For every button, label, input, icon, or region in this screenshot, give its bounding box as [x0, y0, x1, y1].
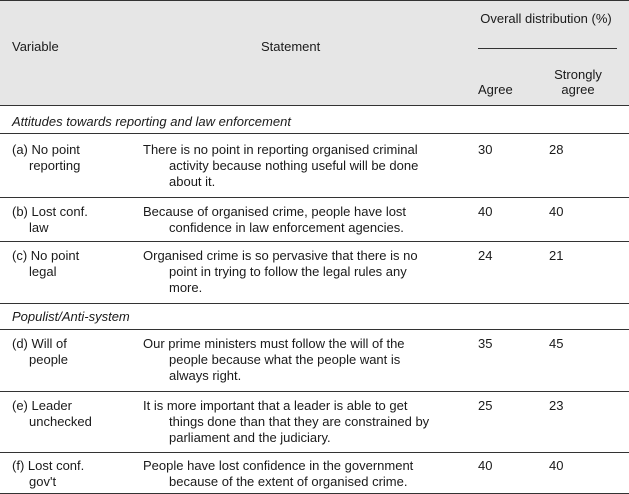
variable-label-cont: gov't: [29, 474, 57, 489]
agree-value: 35: [478, 336, 493, 351]
statement-text: because of the extent of organised crime.: [169, 474, 408, 489]
variable-label-cont: unchecked: [29, 414, 92, 429]
table-row: [0, 242, 629, 304]
statement-text: point in trying to follow the legal rules any: [169, 264, 407, 279]
statement-text: Our prime ministers must follow the will of the: [143, 336, 405, 351]
statement-text: more.: [169, 280, 203, 295]
strongly-agree-value: 45: [549, 336, 564, 351]
section-title: Attitudes towards reporting and law enforcement: [12, 114, 291, 129]
variable-label: (e) Leader: [12, 398, 72, 413]
header-statement: Statement: [261, 39, 321, 54]
header-rule: [478, 48, 617, 49]
table-row: [0, 392, 629, 453]
statement-cell: [143, 398, 463, 446]
statement-cell: [143, 204, 463, 236]
variable-label-cont: people: [29, 352, 69, 367]
strongly-agree-value: 40: [549, 204, 564, 219]
section-heading: [0, 106, 629, 134]
variable-label-cont: reporting: [29, 158, 81, 173]
agree-value: 25: [478, 398, 493, 413]
section-title: Populist/Anti-system: [12, 309, 130, 324]
variable-label: (c) No point: [12, 248, 80, 263]
variable-cell: [12, 336, 122, 368]
strongly-agree-value: 40: [549, 458, 564, 473]
strongly-agree-value: 21: [549, 248, 564, 263]
table-row: [0, 198, 629, 242]
header-variable: Variable: [12, 39, 59, 54]
table-header: [0, 0, 629, 106]
table-row: [0, 134, 629, 198]
header-agree: Agree: [478, 82, 513, 97]
statement-text: about it.: [169, 174, 216, 189]
agree-value: 30: [478, 142, 493, 157]
statement-cell: [143, 336, 463, 384]
strongly-agree-value: 28: [549, 142, 564, 157]
statement-text: Because of organised crime, people have lost: [143, 204, 407, 219]
agree-value: 24: [478, 248, 493, 263]
variable-cell: [12, 248, 122, 280]
agree-value: 40: [478, 204, 493, 219]
header-overall-distribution: Overall distribution (%): [480, 11, 612, 26]
statement-text: things done than that they are constrained by: [169, 414, 430, 429]
strongly-agree-value: 23: [549, 398, 564, 413]
variable-label: (a) No point: [12, 142, 80, 157]
statement-cell: [143, 458, 463, 490]
variable-cell: [12, 204, 122, 236]
statement-text: It is more important that a leader is able to get: [143, 398, 408, 413]
variable-cell: [12, 458, 122, 490]
statement-text: always right.: [169, 368, 242, 383]
section-heading: [0, 304, 629, 330]
variable-label-cont: law: [29, 220, 49, 235]
variable-label-cont: legal: [29, 264, 57, 279]
statement-text: confidence in law enforcement agencies.: [169, 220, 404, 235]
statement-cell: [143, 248, 463, 296]
variable-label: (d) Will of: [12, 336, 67, 351]
statement-text: activity because nothing useful will be done: [169, 158, 419, 173]
variable-label: (b) Lost conf.: [12, 204, 88, 219]
statement-text: people because what the people want is: [169, 352, 401, 367]
statement-text: People have lost confidence in the government: [143, 458, 414, 473]
variable-cell: [12, 142, 122, 174]
header-strongly-agree: Strongly agree: [554, 67, 602, 97]
variable-cell: [12, 398, 122, 430]
statement-text: Organised crime is so pervasive that there is no: [143, 248, 418, 263]
table-row: [0, 330, 629, 392]
statement-cell: [143, 142, 463, 190]
statement-text: There is no point in reporting organised criminal: [143, 142, 418, 157]
agree-value: 40: [478, 458, 493, 473]
statement-text: parliament and the judiciary.: [169, 430, 331, 445]
table-row: [0, 453, 629, 494]
variable-label: (f) Lost conf.: [12, 458, 85, 473]
